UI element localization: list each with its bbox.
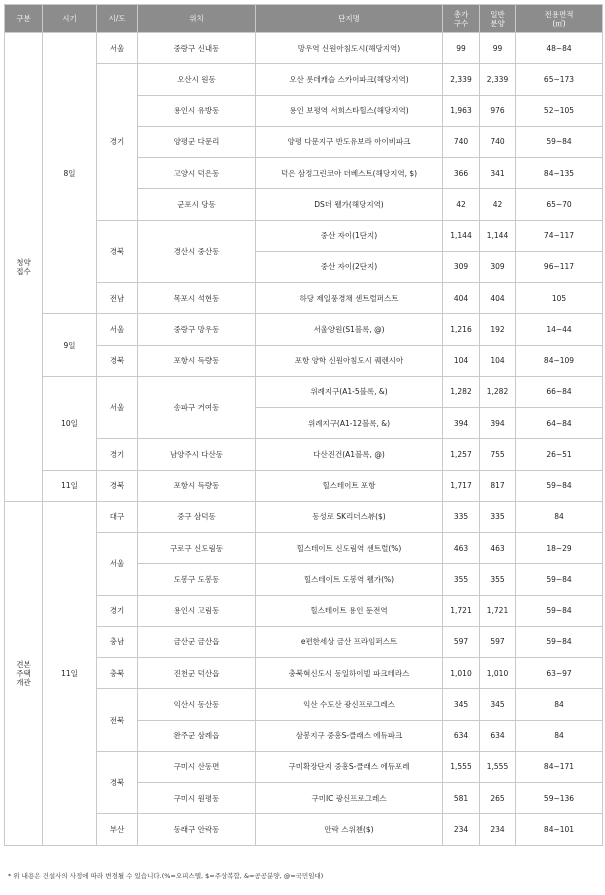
cell-general: 1,555	[480, 751, 516, 782]
cell-sido: 서울	[97, 533, 138, 596]
cell-total: 1,010	[443, 658, 480, 689]
cell-total: 1,555	[443, 751, 480, 782]
header-sigi: 시기	[43, 5, 97, 33]
cell-location: 경산시 중산동	[138, 220, 256, 283]
table-row	[5, 470, 603, 501]
cell-area: 64~84	[516, 408, 603, 439]
cell-general: 345	[480, 689, 516, 720]
cell-area: 84~171	[516, 751, 603, 782]
cell-location: 중랑구 망우동	[138, 314, 256, 345]
cell-complex: 동성로 SK리더스뷰($)	[256, 501, 443, 532]
cell-sido: 경북	[97, 470, 138, 501]
cell-area: 65~70	[516, 189, 603, 220]
cell-general: 42	[480, 189, 516, 220]
cell-total: 597	[443, 626, 480, 657]
cell-total: 309	[443, 251, 480, 282]
table-row	[5, 33, 603, 64]
cell-area: 52~105	[516, 95, 603, 126]
cell-location: 금산군 금산읍	[138, 626, 256, 657]
cell-area: 48~84	[516, 33, 603, 64]
housing-schedule-table	[4, 4, 603, 846]
cell-general: 1,010	[480, 658, 516, 689]
cell-complex: 용인 보평역 서희스타힐스(해당지역)	[256, 95, 443, 126]
cell-total: 1,717	[443, 470, 480, 501]
cell-general: 192	[480, 314, 516, 345]
cell-general: 404	[480, 283, 516, 314]
header-complex: 단지명	[256, 5, 443, 33]
cell-location: 오산시 원동	[138, 64, 256, 95]
cell-sido: 충북	[97, 658, 138, 689]
cell-total: 1,282	[443, 376, 480, 407]
cell-area: 59~136	[516, 783, 603, 814]
cell-sido: 부산	[97, 814, 138, 845]
cell-general: 355	[480, 564, 516, 595]
cell-complex: DS더 웰가(해당지역)	[256, 189, 443, 220]
cell-location: 용인시 고림동	[138, 595, 256, 626]
period-11b: 11일	[43, 501, 97, 845]
cell-complex: 위례지구(A1-5블록, &)	[256, 376, 443, 407]
cell-total: 634	[443, 720, 480, 751]
cell-area: 65~173	[516, 64, 603, 95]
cell-complex: 망우역 신원아침도시(해당지역)	[256, 33, 443, 64]
cell-area: 14~44	[516, 314, 603, 345]
cell-area: 59~84	[516, 564, 603, 595]
cell-complex: 충북혁신도시 동일하이빌 파크테라스	[256, 658, 443, 689]
cell-location: 고양시 덕은동	[138, 158, 256, 189]
cell-total: 99	[443, 33, 480, 64]
cell-complex: 위례지구(A1-12블록, &)	[256, 408, 443, 439]
cell-general: 1,282	[480, 376, 516, 407]
cell-sido: 경기	[97, 64, 138, 220]
cell-complex: 구미확장단지 중흥S-클래스 에듀포레	[256, 751, 443, 782]
cell-area: 84	[516, 689, 603, 720]
header-general-units: 일반 분양	[480, 5, 516, 33]
cell-complex: 다산진건(A1블록, @)	[256, 439, 443, 470]
section-model-house: 견본 주택 개관	[5, 501, 43, 845]
cell-complex: 양평 다문지구 반도유보라 아이비파크	[256, 126, 443, 157]
cell-general: 817	[480, 470, 516, 501]
cell-general: 341	[480, 158, 516, 189]
cell-total: 740	[443, 126, 480, 157]
cell-total: 463	[443, 533, 480, 564]
table-row	[5, 376, 603, 407]
cell-complex: 포항 양학 신원아침도시 퀘렌시아	[256, 345, 443, 376]
cell-area: 84~101	[516, 814, 603, 845]
footnote: * 위 내용은 건설사의 사정에 따라 변경될 수 있습니다.(%=오피스텔, $=주상복합, &=공공분양, @=국민임대)	[8, 872, 324, 880]
cell-location: 구미시 원평동	[138, 783, 256, 814]
section-subscription: 청약 접수	[5, 33, 43, 502]
cell-complex: 서울양원(S1블록, @)	[256, 314, 443, 345]
cell-total: 355	[443, 564, 480, 595]
header-sido: 시/도	[97, 5, 138, 33]
cell-total: 1,963	[443, 95, 480, 126]
cell-general: 1,144	[480, 220, 516, 251]
cell-general: 335	[480, 501, 516, 532]
cell-area: 59~84	[516, 126, 603, 157]
cell-location: 구미시 산동면	[138, 751, 256, 782]
cell-total: 1,216	[443, 314, 480, 345]
cell-sido: 대구	[97, 501, 138, 532]
cell-total: 1,721	[443, 595, 480, 626]
period-8: 8일	[43, 33, 97, 314]
cell-location: 남양주시 다산동	[138, 439, 256, 470]
cell-sido: 경북	[97, 345, 138, 376]
cell-complex: 안락 스위첸($)	[256, 814, 443, 845]
cell-location: 송파구 거여동	[138, 376, 256, 439]
cell-complex: 힐스테이트 포항	[256, 470, 443, 501]
cell-general: 309	[480, 251, 516, 282]
header-location: 위치	[138, 5, 256, 33]
cell-general: 234	[480, 814, 516, 845]
cell-sido: 경북	[97, 220, 138, 283]
cell-area: 84	[516, 720, 603, 751]
cell-general: 463	[480, 533, 516, 564]
period-9: 9일	[43, 314, 97, 377]
cell-general: 740	[480, 126, 516, 157]
cell-location: 구로구 신도림동	[138, 533, 256, 564]
cell-location: 중구 삼덕동	[138, 501, 256, 532]
cell-location: 중랑구 신내동	[138, 33, 256, 64]
period-10: 10일	[43, 376, 97, 470]
cell-total: 366	[443, 158, 480, 189]
cell-area: 84~135	[516, 158, 603, 189]
table-header-row	[5, 5, 603, 33]
cell-sido: 경기	[97, 439, 138, 470]
header-total-units: 총가 구수	[443, 5, 480, 33]
cell-area: 18~29	[516, 533, 603, 564]
cell-general: 394	[480, 408, 516, 439]
cell-complex: 중산 자이(1단지)	[256, 220, 443, 251]
cell-sido: 서울	[97, 314, 138, 345]
cell-complex: 삼봉지구 중흥S-클래스 에듀파크	[256, 720, 443, 751]
cell-complex: 힐스테이트 신도림역 센트럴(%)	[256, 533, 443, 564]
cell-area: 66~84	[516, 376, 603, 407]
period-11a: 11일	[43, 470, 97, 501]
cell-location: 용인시 유방동	[138, 95, 256, 126]
cell-total: 1,144	[443, 220, 480, 251]
cell-general: 2,339	[480, 64, 516, 95]
cell-general: 755	[480, 439, 516, 470]
cell-complex: 힐스테이트 도봉역 웰가(%)	[256, 564, 443, 595]
cell-area: 59~84	[516, 470, 603, 501]
table-row	[5, 501, 603, 532]
cell-total: 234	[443, 814, 480, 845]
cell-sido: 전북	[97, 689, 138, 752]
cell-complex: e편한세상 금산 프라임퍼스트	[256, 626, 443, 657]
cell-location: 목포시 석현동	[138, 283, 256, 314]
cell-sido: 전남	[97, 283, 138, 314]
cell-complex: 구미IC 광신프로그레스	[256, 783, 443, 814]
cell-area: 74~117	[516, 220, 603, 251]
cell-total: 394	[443, 408, 480, 439]
cell-area: 59~84	[516, 626, 603, 657]
cell-total: 1,257	[443, 439, 480, 470]
cell-sido: 경기	[97, 595, 138, 626]
cell-area: 96~117	[516, 251, 603, 282]
cell-complex: 오산 롯데캐슬 스카이파크(해당지역)	[256, 64, 443, 95]
cell-area: 105	[516, 283, 603, 314]
cell-general: 104	[480, 345, 516, 376]
cell-complex: 힐스테이트 용인 둔전역	[256, 595, 443, 626]
cell-area: 84	[516, 501, 603, 532]
cell-total: 2,339	[443, 64, 480, 95]
cell-total: 581	[443, 783, 480, 814]
cell-general: 265	[480, 783, 516, 814]
cell-general: 634	[480, 720, 516, 751]
header-gubun: 구분	[5, 5, 43, 33]
cell-location: 익산시 동산동	[138, 689, 256, 720]
cell-total: 104	[443, 345, 480, 376]
schedule-table-container	[4, 4, 602, 846]
cell-complex: 하당 제일풍경채 센트럴퍼스트	[256, 283, 443, 314]
cell-area: 59~84	[516, 595, 603, 626]
cell-complex: 익산 수도산 광신프로그레스	[256, 689, 443, 720]
cell-location: 도봉구 도봉동	[138, 564, 256, 595]
cell-sido: 서울	[97, 33, 138, 64]
cell-location: 완주군 삼례읍	[138, 720, 256, 751]
cell-total: 42	[443, 189, 480, 220]
cell-general: 597	[480, 626, 516, 657]
cell-location: 진천군 덕산읍	[138, 658, 256, 689]
cell-sido: 충남	[97, 626, 138, 657]
header-area: 전용면적 (㎡)	[516, 5, 603, 33]
cell-location: 양평군 다문리	[138, 126, 256, 157]
cell-general: 976	[480, 95, 516, 126]
table-row	[5, 314, 603, 345]
cell-general: 1,721	[480, 595, 516, 626]
cell-general: 99	[480, 33, 516, 64]
cell-complex: 중산 자이(2단지)	[256, 251, 443, 282]
cell-total: 335	[443, 501, 480, 532]
cell-area: 84~109	[516, 345, 603, 376]
cell-total: 345	[443, 689, 480, 720]
cell-complex: 덕은 삼정그린코아 더베스트(해당지역, $)	[256, 158, 443, 189]
cell-location: 포항시 득량동	[138, 345, 256, 376]
cell-sido: 경북	[97, 751, 138, 814]
cell-area: 63~97	[516, 658, 603, 689]
cell-total: 404	[443, 283, 480, 314]
cell-sido: 서울	[97, 376, 138, 439]
cell-area: 26~51	[516, 439, 603, 470]
cell-location: 동래구 안락동	[138, 814, 256, 845]
cell-location: 포항시 득량동	[138, 470, 256, 501]
cell-location: 군포시 당동	[138, 189, 256, 220]
